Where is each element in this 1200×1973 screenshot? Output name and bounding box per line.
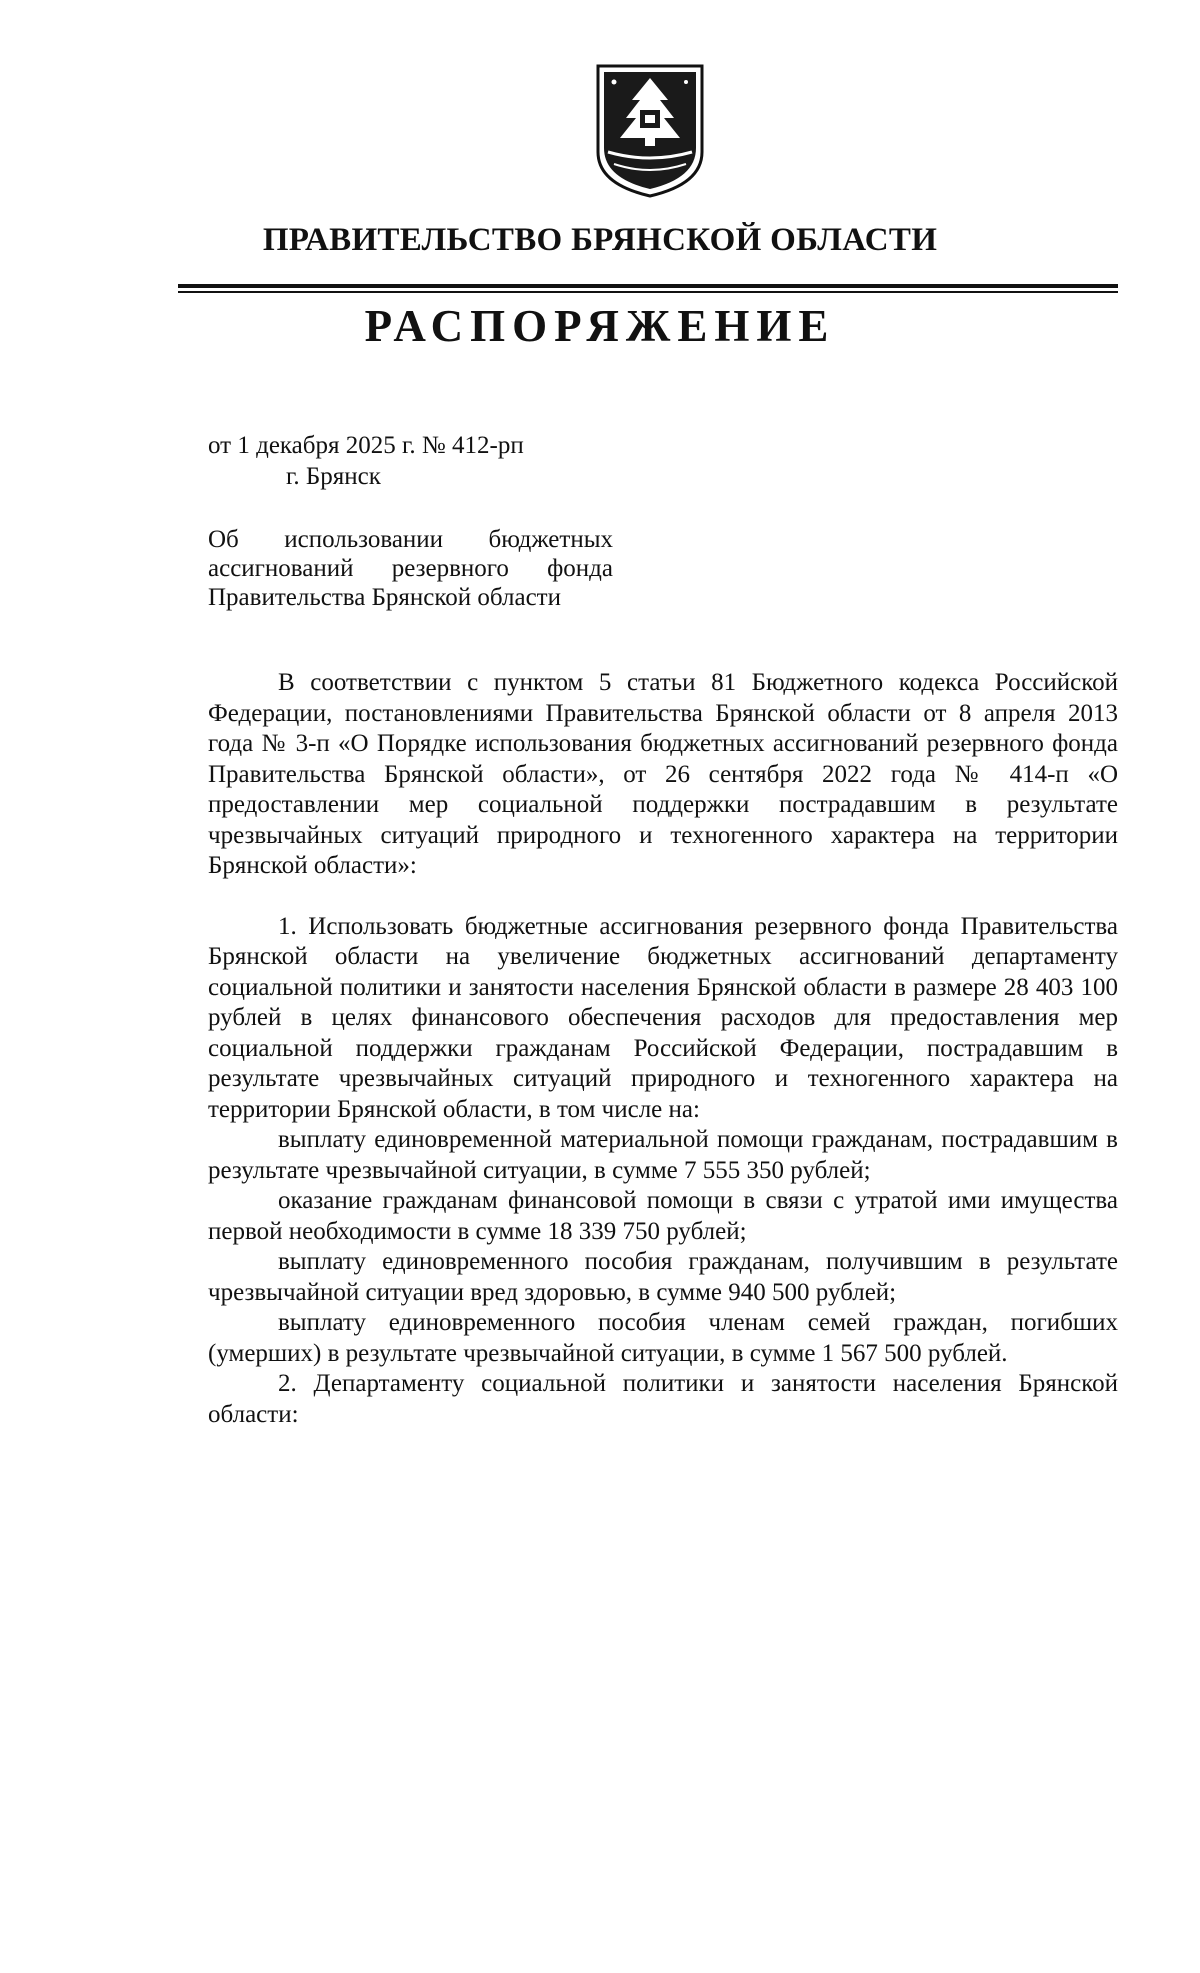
subject-block — [208, 525, 613, 612]
item-1-subitem: оказание гражданам финансовой помощи в связи с утратой ими имущества первой необходимости в сумме 18 339 750 рублей; — [208, 1187, 1118, 1245]
item-2-paragraph: 2. Департаменту социальной политики и занятости населения Брянской области: — [208, 1370, 1118, 1428]
subject-line: Правительства Брянской области — [208, 584, 561, 611]
header-rule-thin — [178, 291, 1118, 293]
header-rule-thick — [178, 284, 1118, 288]
item-1-subitem: выплату единовременной материальной помощи гражданам, пострадавшим в результате чрезвычайной ситуации, в сумме 7 555 350 рублей; — [208, 1126, 1118, 1184]
date-number-line: от 1 декабря 2025 г. № 412-рп — [208, 432, 524, 459]
city-line: г. Брянск — [286, 463, 381, 490]
item-1-subitem: выплату единовременного пособия гражданам, получившим в результате чрезвычайной ситуации вред здоровью, в сумме 940 500 рублей; — [208, 1248, 1118, 1306]
document-type-title: РАСПОРЯЖЕНИЕ — [364, 301, 836, 351]
document-body — [208, 668, 1118, 1430]
subject-line: ассигнований резервного фонда — [208, 555, 613, 582]
preamble-paragraph: В соответствии с пунктом 5 статьи 81 Бюджетного кодекса Российской Федерации, постановлениями Правительства Брянской области от 8 апреля 2013 года № 3-п «О Порядке использования бюджетных ассигнований резервного фонда Правительства Брянской области», от 26 сентября 2022 года № 414-п «О предоставлении мер социальной поддержки пострадавшим в результате чрезвычайных ситуаций природного и техногенного характера на территории Брянской области»: — [208, 669, 1118, 879]
item-1-paragraph: 1. Использовать бюджетные ассигнования резервного фонда Правительства Брянской области на увеличение бюджетных ассигнований департаменту социальной политики и занятости населения Брянской области в размере 28 403 100 рублей в целях финансового обеспечения расходов для предоставления мер социальной поддержки гражданам Российской Федерации, пострадавшим в результате чрезвычайных ситуаций природного и техногенного характера на территории Брянской области, в том числе на: — [208, 912, 1118, 1123]
item-1-subitem: выплату единовременного пособия членам семей граждан, погибших (умерших) в результате чрезвычайной ситуации, в сумме 1 567 500 рублей. — [208, 1309, 1118, 1367]
bryansk-coat-of-arms-icon — [590, 60, 710, 200]
government-title: ПРАВИТЕЛЬСТВО БРЯНСКОЙ ОБЛАСТИ — [262, 222, 938, 258]
subject-line: Об использовании бюджетных — [208, 526, 613, 553]
